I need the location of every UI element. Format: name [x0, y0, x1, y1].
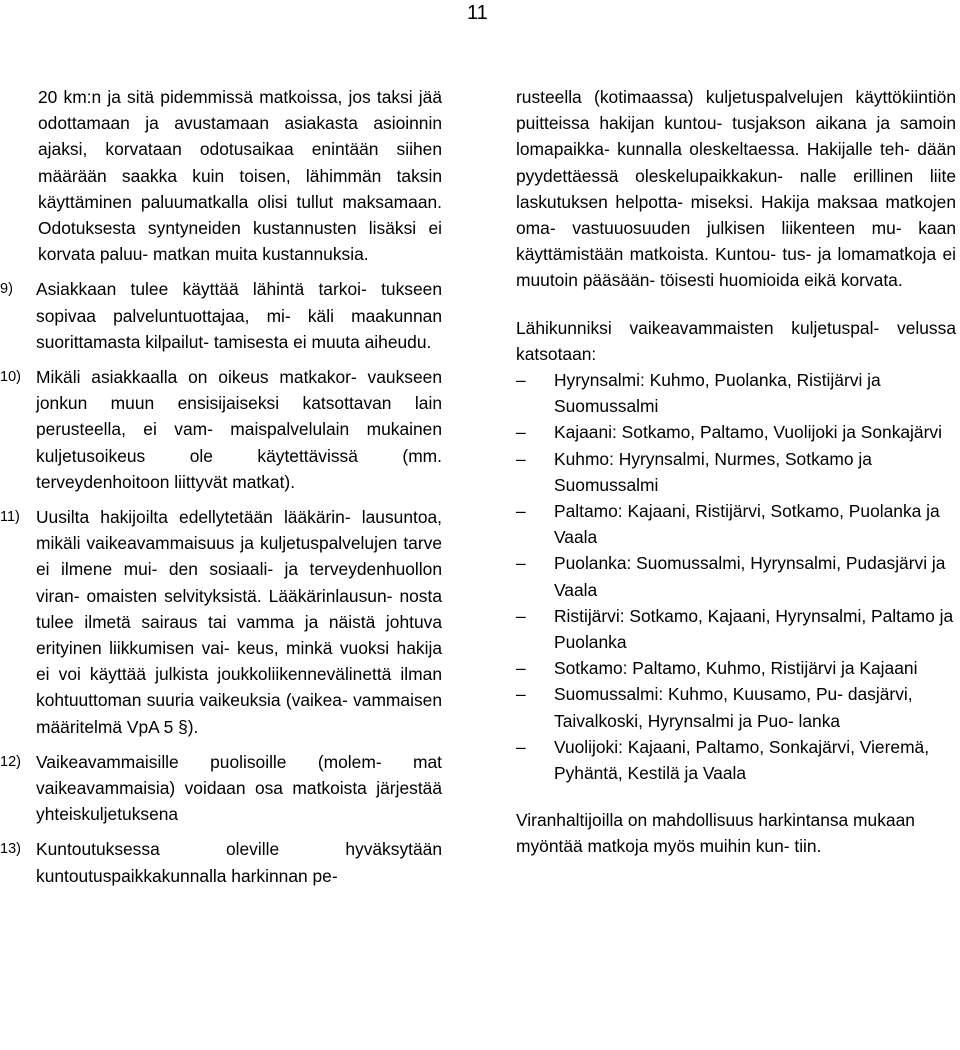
continued-paragraph: rusteella (kotimaassa) kuljetuspalvelujen käyttökiintiön puitteissa hakijan kuntou- tusjakson aikana ja samoin lomapaikka- kunnalla oleskeltaessa. Hakijalle teh- dään pyydettäessä oleskelupaikkakun- nalle erillinen liite laskutuksen helpotta- miseksi. Hakija maksaa matkojen oma- vastuuosuuden julkisen liikenteen mu- kaan käyttämistään matkoista. Kuntou- tus- ja lomamatkoja ei muutoin pääsään- töisesti huomioida eikä korvata. — [516, 87, 956, 291]
neighbor-text: Suomussalmi: Kuhmo, Kuusamo, Pu- dasjärvi, Taivalkoski, Hyrynsalmi ja Puo- lanka — [554, 684, 913, 731]
item-number: 13) — [0, 841, 21, 858]
item-number: 9) — [0, 281, 13, 298]
list-item — [516, 367, 956, 419]
neighbor-text: Kajaani: Sotkamo, Paltamo, Vuolijoki ja Sonkajärvi — [554, 422, 942, 443]
list-item — [516, 550, 956, 602]
list-item-9 — [0, 276, 442, 355]
list-item-12 — [0, 749, 442, 828]
closing-paragraph: Viranhaltijoilla on mahdollisuus harkintansa mukaan myöntää matkoja myös muihin kun- tiin. — [516, 810, 915, 857]
list-item-10 — [0, 364, 442, 495]
list-item — [516, 419, 956, 445]
list-item — [516, 734, 956, 786]
list-item — [516, 655, 956, 681]
list-item — [516, 603, 956, 655]
dash-marker: – — [516, 684, 526, 705]
neighbor-text: Hyrynsalmi: Kuhmo, Puolanka, Ristijärvi ja Suomussalmi — [554, 370, 881, 417]
neighbor-intro: Lähikunniksi vaikeavammaisten kuljetuspal- velussa katsotaan: — [516, 317, 956, 364]
neighbor-text: Sotkamo: Paltamo, Kuhmo, Ristijärvi ja Kajaani — [554, 658, 918, 679]
list-item — [516, 681, 956, 733]
neighbor-text: Ristijärvi: Sotkamo, Kajaani, Hyrynsalmi, Paltamo ja Puolanka — [554, 605, 954, 653]
item-text: Kuntoutuksessa oleville hyväksytään kuntoutuspaikkakunnalla harkinnan pe- — [36, 839, 442, 886]
item-text: Vaikeavammaisille puolisoille (molem- mat vaikeavammaisia) voidaan osa matkoista järjestää yhteiskuljetuksena — [36, 751, 442, 825]
neighbor-text: Paltamo: Kajaani, Ristijärvi, Sotkamo, Puolanka ja Vaala — [554, 501, 940, 548]
dash-marker: – — [516, 501, 526, 522]
list-item — [516, 498, 956, 550]
intro-paragraph: 20 km:n ja sitä pidemmissä matkoissa, jos taksi jää odottamaan ja avustamaan asiakasta asioinnin ajaksi, korvataan odotusaikaa enintään siihen määrään saakka kuin toisen, lähimmän taksin käyttäminen paluumatkalla olisi tullut maksamaan. Odotuksesta syntyneiden kustannusten lisäksi ei korvata paluu- matkan muita kustannuksia. — [38, 87, 442, 265]
dash-marker: – — [516, 658, 526, 679]
list-item-13 — [0, 836, 442, 888]
dash-marker: – — [516, 736, 526, 757]
neighbor-text: Kuhmo: Hyrynsalmi, Nurmes, Sotkamo ja Suomussalmi — [554, 448, 872, 495]
dash-marker: – — [516, 553, 526, 574]
neighbor-list — [516, 367, 956, 786]
item-number: 10) — [0, 369, 21, 386]
dash-marker: – — [516, 370, 526, 391]
dash-marker: – — [516, 422, 526, 443]
page-number: 11 — [467, 2, 488, 24]
item-text: Uusilta hakijoilta edellytetään lääkärin- lausuntoa, mikäli vaikeavammaisuus ja kuljetuspalvelujen tarve ei ilmene mui- den sosiaali- ja terveydenhuollon viran- omaisten selvityksistä. Lääkärinlausun- nosta tulee ilmetä sairaus tai vamma ja näistä johtuva erityinen liikkumisen vai- keus, minkä vuoksi hakija ei voi käyttää julkista joukkoliikennevälinettä ilman kohtuuttoman suuria vaikeuksia (vaikea- vammaisen määritelmä VpA 5 §). — [36, 507, 442, 737]
list-item-11 — [0, 504, 442, 740]
right-column — [516, 84, 956, 860]
item-number: 12) — [0, 753, 21, 770]
list-item — [516, 446, 956, 498]
dash-marker: – — [516, 448, 526, 469]
dash-marker: – — [516, 605, 526, 626]
neighbor-text: Puolanka: Suomussalmi, Hyrynsalmi, Pudasjärvi ja Vaala — [554, 553, 946, 600]
item-number: 11) — [0, 509, 20, 526]
neighbor-text: Vuolijoki: Kajaani, Paltamo, Sonkajärvi, Vieremä, Pyhäntä, Kestilä ja Vaala — [554, 736, 930, 784]
item-text: Asiakkaan tulee käyttää lähintä tarkoi- tukseen sopivaa palveluntuottajaa, mi- käli maakunnan suorittamasta kilpailut- tamisesta ei muuta aiheudu. — [36, 279, 442, 352]
left-column — [0, 84, 442, 889]
item-text: Mikäli asiakkaalla on oikeus matkakor- vaukseen jonkun muun ensisijaiseksi katsottavan lain perusteella, ei vam- maispalvelulain mukainen kuljetusoikeus ole käytettävissä (mm. terveydenhoitoon liittyvät matkat). — [36, 367, 442, 492]
